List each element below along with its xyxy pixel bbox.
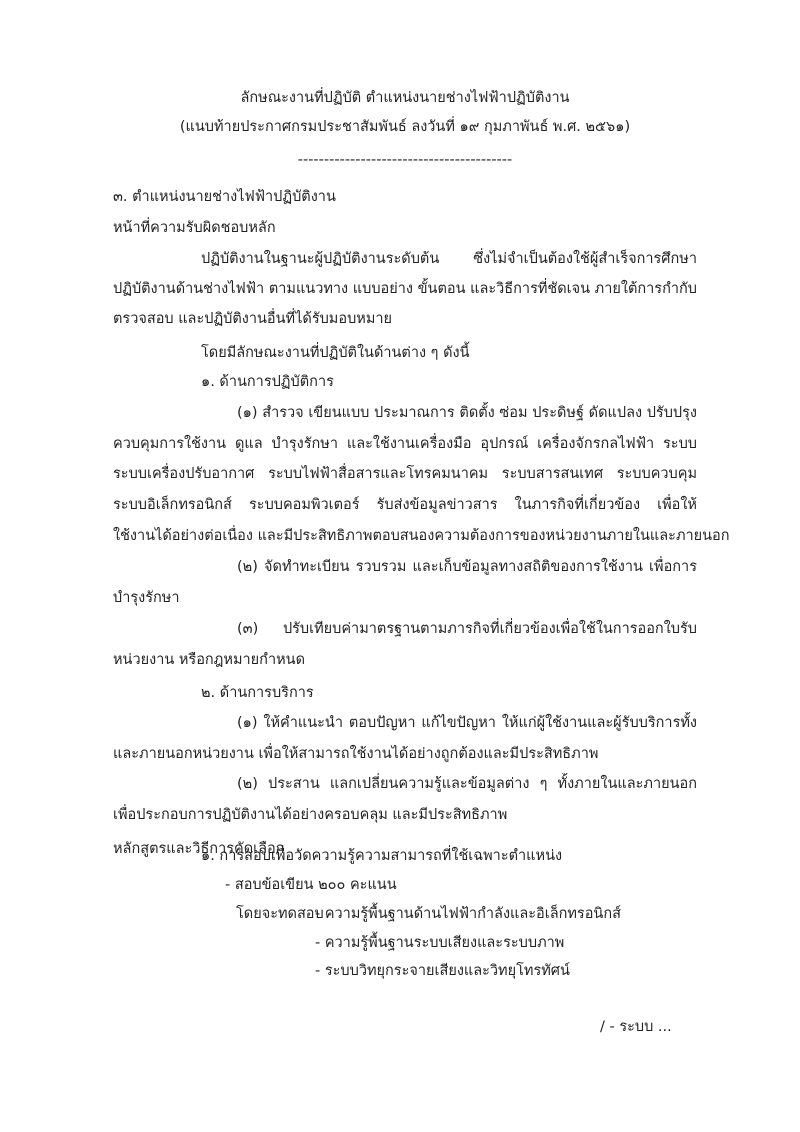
services-item-line: และภายนอกหน่วยงาน เพื่อให้สามารถใช้งานได้อย่างถูกต้องและมีประสิทธิภาพ bbox=[113, 746, 599, 762]
services-item: (๒) ประสาน แลกเปลี่ยนความรู้และข้อมูลต่าง ๆ ทั้งภายในและภายนอก bbox=[237, 776, 697, 792]
operations-item-line: ใช้งานได้อย่างต่อเนื่อง และมีประสิทธิภาพตอบสนองความต้องการของหน่วยงานภายในและภายนอก bbox=[113, 528, 730, 544]
document-subtitle: (แนบท้ายประกาศกรมประชาสัมพันธ์ ลงวันที่ ๑๙ กุมภาพันธ์ พ.ศ. ๒๕๖๑) bbox=[179, 119, 631, 135]
operations-item-line: หน่วยงาน หรือกฎหมายกำหนด bbox=[113, 652, 305, 668]
continuation-note: / - ระบบ ... bbox=[600, 1019, 672, 1035]
test-topic: - ความรู้พื้นฐานระบบเสียงและระบบภาพ bbox=[315, 935, 565, 951]
responsibility-intro: โดยมีลักษณะงานที่ปฏิบัติในด้านต่าง ๆ ดังนี้ bbox=[201, 345, 470, 361]
test-topic: - ระบบวิทยุกระจายเสียงและวิทยุโทรทัศน์ bbox=[315, 963, 570, 979]
position-heading: ๓. ตำแหน่งนายช่างไฟฟ้าปฏิบัติงาน bbox=[113, 189, 336, 205]
operations-item: (๓) ปรับเทียบค่ามาตรฐานตามภารกิจที่เกี่ยวข้องเพื่อใช้ในการออกใบรับ bbox=[237, 621, 697, 637]
operations-item: (๑) สำรวจ เขียนแบบ ประมาณการ ติดตั้ง ซ่อม ประดิษฐ์ ดัดแปลง ปรับปรุง bbox=[237, 405, 697, 421]
divider: ----------------------------------------- bbox=[297, 152, 513, 168]
services-item-line: เพื่อประกอบการปฏิบัติงานได้อย่างครอบคลุม และมีประสิทธิภาพ bbox=[113, 807, 508, 823]
operations-item-line: ระบบอิเล็กทรอนิกส์ ระบบคอมพิวเตอร์ รับส่งข้อมูลข่าวสาร ในภารกิจที่เกี่ยวข้อง เพื่อให้ bbox=[113, 497, 697, 513]
document-title: ลักษณะงานที่ปฏิบัติ ตำแหน่งนายช่างไฟฟ้าปฏิบัติงาน bbox=[240, 90, 570, 106]
operations-item: (๒) จัดทำทะเบียน รวบรวม และเก็บข้อมูลทางสถิติของการใช้งาน เพื่อการ bbox=[237, 559, 697, 575]
responsibility-line: ตรวจสอบ และปฏิบัติงานอื่นที่ได้รับมอบหมาย bbox=[113, 311, 393, 327]
test-label: โดยจะทดสอบ bbox=[236, 906, 324, 922]
operations-item-line: ควบคุมการใช้งาน ดูแล บำรุงรักษา และใช้งานเครื่องมือ อุปกรณ์ เครื่องจักรกลไฟฟ้า ระบบ bbox=[113, 436, 697, 452]
responsibility-line: ปฏิบัติงานในฐานะผู้ปฏิบัติงานระดับต้น ซึ่งไม่จำเป็นต้องใช้ผู้สำเร็จการศึกษา bbox=[201, 251, 697, 267]
test-topic: - ความรู้พื้นฐานด้านไฟฟ้ากำลังและอิเล็กทรอนิกส์ bbox=[315, 906, 621, 922]
operations-item-line: ระบบเครื่องปรับอากาศ ระบบไฟฟ้าสื่อสารและโทรคมนาคม ระบบสารสนเทศ ระบบควบคุม bbox=[113, 466, 697, 482]
operations-item-line: บำรุงรักษา bbox=[113, 590, 180, 606]
exam-heading: ๑. การสอบเพื่อวัดความรู้ความสามารถที่ใช้เฉพาะตำแหน่ง bbox=[201, 848, 563, 864]
written-exam: - สอบข้อเขียน ๒๐๐ คะแนน bbox=[225, 877, 397, 893]
selection-heading: หลักสูตรและวิธีการคัดเลือก bbox=[113, 841, 285, 857]
services-heading: ๒. ด้านการบริการ bbox=[201, 685, 314, 701]
responsibility-heading: หน้าที่ความรับผิดชอบหลัก bbox=[113, 220, 276, 236]
responsibility-line: ปฏิบัติงานด้านช่างไฟฟ้า ตามแนวทาง แบบอย่าง ขั้นตอน และวิธีการที่ชัดเจน ภายใต้การกำกับ bbox=[113, 281, 697, 297]
services-item: (๑) ให้คำแนะนำ ตอบปัญหา แก้ไขปัญหา ให้แก่ผู้ใช้งานและผู้รับบริการทั้ง bbox=[237, 715, 697, 731]
operations-heading: ๑. ด้านการปฏิบัติการ bbox=[201, 374, 334, 390]
